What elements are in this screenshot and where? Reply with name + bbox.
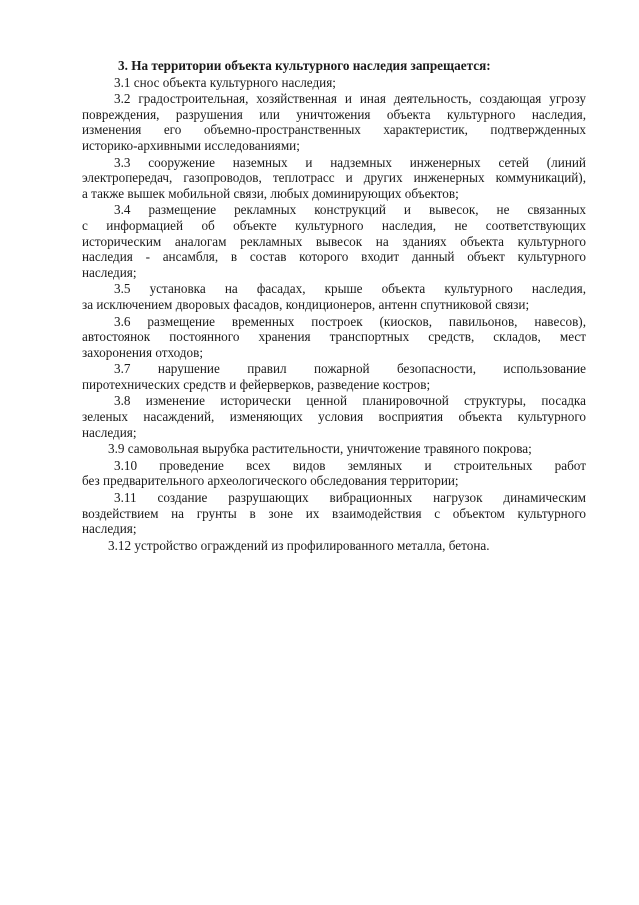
list-item-3-7 — [82, 361, 586, 392]
item-line: наследия; — [82, 424, 137, 440]
item-line: 3.11 создание разрушающих вибрационных нагрузок динамическим — [114, 490, 586, 506]
item-line: наследия; — [82, 521, 137, 537]
item-line: 3.8 изменение исторически ценной планировочной структуры, посадка — [114, 393, 586, 409]
item-line: 3.6 размещение временных построек (киосков, павильонов, навесов), — [114, 313, 586, 329]
item-line: за исключением дворовых фасадов, кондиционеров, антенн спутниковой связи; — [82, 296, 530, 312]
item-line: историческим аналогам рекламных вывесок на зданиях объекта культурного — [82, 233, 586, 249]
item-line: без предварительного археологического обследования территории; — [82, 473, 459, 489]
list-item-3-11 — [82, 490, 586, 537]
item-line: а также вышек мобильной связи, любых доминирующих объектов; — [82, 185, 459, 201]
list-item-3-6 — [82, 314, 586, 361]
item-line: историко-архивными исследованиями; — [82, 137, 300, 153]
list-item-3-12 — [82, 538, 586, 554]
item-line: 3.2 градостроительная, хозяйственная и иная деятельность, создающая угрозу — [114, 91, 586, 107]
list-item-3-5 — [82, 281, 586, 312]
list-item-3-10 — [82, 458, 586, 489]
item-line: захоронения отходов; — [82, 344, 204, 360]
item-line: 3.4 размещение рекламных конструкций и вывесок, не связанных — [114, 202, 586, 218]
item-line: 3.5 установка на фасадах, крыше объекта культурного наследия, — [114, 281, 586, 297]
item-line: с информацией об объекте культурного наследия, не соответствующих — [82, 217, 586, 233]
item-line: зеленых насаждений, изменяющих условия восприятия объекта культурного — [82, 409, 586, 425]
list-item-3-4 — [82, 202, 586, 280]
item-line: 3.3 сооружение наземных и надземных инженерных сетей (линий — [114, 154, 586, 170]
item-line: электропередач, газопроводов, теплотрасс и других инженерных коммуникаций), — [82, 170, 586, 186]
item-line: пиротехнических средств и фейерверков, разведение костров; — [82, 376, 431, 392]
item-line: повреждения, разрушения или уничтожения объекта культурного наследия, — [82, 106, 586, 122]
item-line: наследия; — [82, 264, 137, 280]
list-item-3-9 — [82, 441, 586, 457]
item-line: изменения его объемно-пространственных характеристик, подтвержденных — [82, 122, 586, 138]
item-line: наследия - ансамбля, в состав которого входит данный объект культурного — [82, 249, 586, 265]
list-item-3-8 — [82, 393, 586, 440]
item-line: воздействием на грунты в зоне их взаимодействия с объектом культурного — [82, 505, 586, 521]
section-heading: 3. На территории объекта культурного наследия запрещается: — [118, 58, 491, 73]
item-line: 3.1 снос объекта культурного наследия; — [114, 74, 336, 90]
item-line: автостоянок постоянного хранения транспортных средств, складов, мест — [82, 329, 586, 345]
item-line: 3.7 нарушение правил пожарной безопасности, использование — [114, 361, 586, 377]
document-page — [82, 58, 586, 554]
list-item-3-3 — [82, 155, 586, 202]
list-item-3-2 — [82, 91, 586, 153]
list-item-3-1 — [82, 75, 586, 91]
item-line: 3.9 самовольная вырубка растительности, уничтожение травяного покрова; — [108, 441, 532, 457]
item-line: 3.12 устройство ограждений из профилированного металла, бетона. — [108, 537, 490, 553]
item-line: 3.10 проведение всех видов земляных и строительных работ — [114, 457, 586, 473]
